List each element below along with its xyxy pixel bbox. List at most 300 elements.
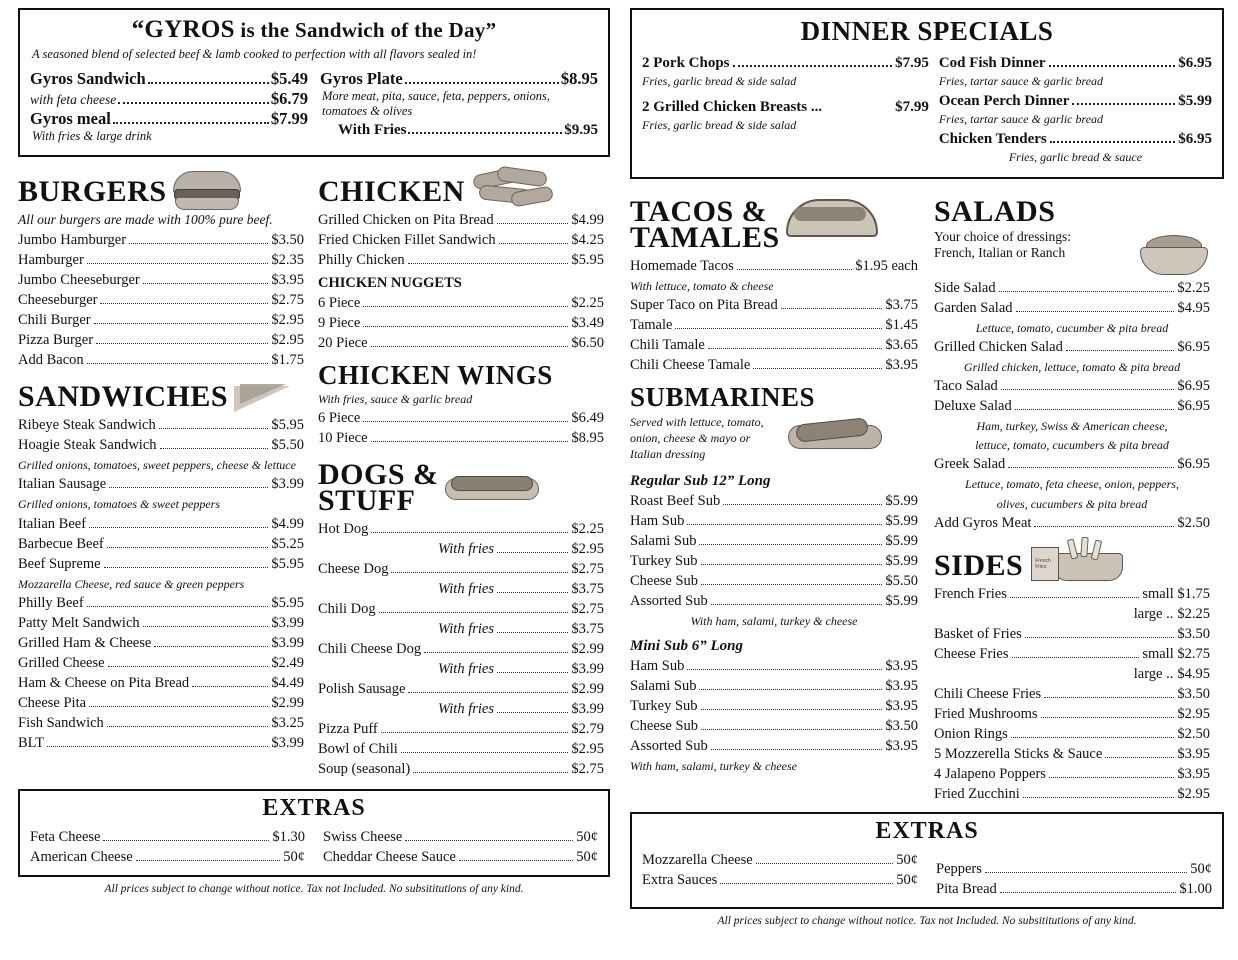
dot-leader bbox=[497, 632, 568, 633]
item-name: Philly Chicken bbox=[318, 251, 405, 268]
item-price: $4.99 bbox=[271, 515, 304, 532]
burgers-title: BURGERS bbox=[18, 174, 167, 208]
menu-item bbox=[318, 741, 604, 758]
salad-icon bbox=[1136, 229, 1210, 277]
dogs-heading-row bbox=[318, 450, 604, 518]
dot-leader bbox=[405, 82, 559, 84]
item-name: Italian Sausage bbox=[18, 476, 107, 493]
item-price: $5.99 bbox=[885, 593, 918, 610]
item-price: $2.95 bbox=[571, 540, 604, 557]
item-price: $8.95 bbox=[571, 429, 604, 446]
menu-item bbox=[18, 312, 304, 329]
gyros-meal-price: $7.99 bbox=[270, 108, 308, 128]
gyros-plate-note: More meat, pita, sauce, feta, peppers, onions, tomatoes & olives bbox=[322, 88, 550, 118]
dinner-item bbox=[939, 55, 1212, 72]
tacos-title-line1: TACOS & bbox=[630, 194, 768, 228]
item-price: $2.25 bbox=[571, 520, 604, 537]
dot-leader bbox=[363, 306, 568, 307]
dot-leader bbox=[89, 706, 268, 707]
left-disclaimer: All prices subject to change without notice. Tax not Included. No subsititutions of any kind. bbox=[104, 882, 524, 895]
item-price: $3.99 bbox=[271, 634, 304, 651]
item-name: 4 Jalapeno Poppers bbox=[934, 765, 1046, 782]
item-name: 5 Mozzerella Sticks & Sauce bbox=[934, 745, 1103, 762]
menu-item bbox=[30, 849, 305, 866]
item-name: Side Salad bbox=[934, 279, 996, 296]
dot-leader bbox=[999, 291, 1175, 292]
chicken-wings-note: With fries, sauce & garlic bread bbox=[318, 391, 473, 406]
menu-item bbox=[18, 735, 304, 752]
item-name: Mozzarella Cheese bbox=[642, 851, 753, 868]
dot-leader bbox=[1050, 141, 1175, 143]
dot-leader bbox=[497, 223, 569, 224]
item-price: $2.99 bbox=[271, 694, 304, 711]
item-name: Ribeye Steak Sandwich bbox=[18, 417, 156, 434]
dot-leader bbox=[87, 606, 269, 607]
dot-leader bbox=[154, 646, 268, 647]
dogs-title-line2: STUFF bbox=[318, 483, 416, 517]
menu-item bbox=[630, 698, 918, 715]
menu-item bbox=[318, 315, 604, 332]
dot-leader bbox=[363, 326, 568, 327]
salads-dressing-list: French, Italian or Ranch bbox=[934, 244, 1066, 260]
dot-leader bbox=[1015, 409, 1175, 410]
item-price: $7.95 bbox=[895, 55, 929, 71]
dot-leader bbox=[107, 726, 269, 727]
item-name: Basket of Fries bbox=[934, 625, 1022, 642]
menu-item bbox=[934, 300, 1210, 317]
menu-item bbox=[323, 829, 598, 846]
menu-item bbox=[318, 430, 604, 447]
dot-leader bbox=[699, 689, 882, 690]
menu-item bbox=[936, 861, 1212, 878]
item-price: $6.95 bbox=[1177, 397, 1210, 414]
regular-subs-note: With ham, salami, turkey & cheese bbox=[690, 614, 858, 629]
menu-item bbox=[934, 456, 1210, 473]
gyros-title-pre: “GYROS bbox=[131, 16, 235, 43]
menu-item-with-fries bbox=[318, 621, 604, 638]
item-name: Extra Sauces bbox=[642, 871, 718, 888]
item-price: $2.25 bbox=[1177, 279, 1210, 296]
item-price: $6.49 bbox=[571, 409, 604, 426]
left-extras-box bbox=[18, 789, 610, 877]
menu-item bbox=[630, 258, 918, 275]
regular-sub-header: Regular Sub 12” Long bbox=[630, 473, 771, 490]
dot-leader bbox=[89, 527, 268, 528]
menu-item bbox=[934, 398, 1210, 415]
sides-heading-row bbox=[934, 535, 1210, 583]
dinner-item bbox=[939, 131, 1212, 148]
menu-item bbox=[318, 561, 604, 578]
item-price: $5.99 bbox=[885, 493, 918, 510]
menu-item bbox=[318, 212, 604, 229]
menu-item-with-fries bbox=[318, 661, 604, 678]
item-description: Grilled onions, tomatoes & sweet peppers bbox=[18, 497, 220, 512]
item-name: With fries bbox=[438, 700, 494, 717]
menu-item bbox=[630, 718, 918, 735]
item-name: Garden Salad bbox=[934, 299, 1013, 316]
menu-item bbox=[630, 357, 918, 374]
french-fries-icon: French Fries bbox=[1029, 535, 1125, 583]
menu-item-size bbox=[934, 606, 1210, 623]
menu-item bbox=[318, 232, 604, 249]
item-price: $3.95 bbox=[885, 356, 918, 373]
mini-subs-note: With ham, salami, turkey & cheese bbox=[630, 758, 797, 773]
menu-item bbox=[934, 786, 1210, 803]
item-price: 50¢ bbox=[896, 871, 918, 888]
item-price: $3.50 bbox=[271, 232, 304, 249]
dot-leader bbox=[408, 692, 568, 693]
chicken-title: CHICKEN bbox=[318, 174, 465, 208]
item-name: Add Gyros Meat bbox=[934, 514, 1032, 531]
item-name: With fries bbox=[438, 580, 494, 597]
menu-item bbox=[18, 536, 304, 553]
gyros-plate-row bbox=[320, 69, 598, 89]
salads-list bbox=[934, 280, 1210, 532]
item-price: $5.95 bbox=[271, 417, 304, 434]
item-name: Hoagie Steak Sandwich bbox=[18, 437, 157, 454]
menu-item bbox=[318, 252, 604, 269]
item-description: Fries, tartar sauce & garlic bread bbox=[938, 74, 1104, 88]
item-name: Jumbo Cheeseburger bbox=[18, 272, 140, 289]
menu-item bbox=[630, 317, 918, 334]
gyros-meal-note: With fries & large drink bbox=[32, 128, 152, 143]
burgers-note: All our burgers are made with 100% pure beef. bbox=[18, 211, 273, 227]
item-price: $1.95 each bbox=[855, 257, 918, 274]
dot-leader bbox=[1049, 65, 1176, 67]
menu-item bbox=[18, 615, 304, 632]
item-price: $4.49 bbox=[271, 674, 304, 691]
dot-leader bbox=[753, 368, 882, 369]
dot-leader bbox=[371, 441, 569, 442]
gyros-feta-row bbox=[30, 89, 308, 109]
dot-leader bbox=[94, 323, 269, 324]
item-description: Fries, tartar sauce & garlic bread bbox=[938, 112, 1104, 127]
menu-item bbox=[318, 410, 604, 427]
item-name: Grilled Ham & Cheese bbox=[18, 634, 152, 651]
item-price: $6.95 bbox=[1178, 131, 1212, 148]
item-price: $6.95 bbox=[1178, 55, 1212, 71]
dot-leader bbox=[781, 308, 883, 309]
dot-leader bbox=[371, 346, 569, 347]
item-name: Salami Sub bbox=[630, 677, 697, 694]
item-name: Cheddar Cheese Sauce bbox=[323, 848, 456, 865]
item-price: $5.99 bbox=[1178, 93, 1212, 110]
menu-item bbox=[934, 515, 1210, 532]
dinner-col-right bbox=[939, 51, 1212, 169]
dot-leader bbox=[159, 428, 269, 429]
regular-subs-list bbox=[630, 493, 918, 610]
dot-leader bbox=[701, 584, 882, 585]
dot-leader bbox=[1011, 737, 1175, 738]
item-price: $2.95 bbox=[1177, 705, 1210, 722]
menu-item bbox=[318, 641, 604, 658]
item-price: $7.99 bbox=[895, 99, 929, 116]
menu-item bbox=[934, 646, 1210, 663]
dinner-item bbox=[642, 99, 929, 116]
item-name: Chili Cheese Fries bbox=[934, 685, 1042, 702]
dot-leader bbox=[687, 669, 882, 670]
item-name: Cod Fish Dinner bbox=[938, 55, 1046, 71]
menu-item bbox=[18, 417, 304, 434]
item-name: Assorted Sub bbox=[630, 593, 708, 610]
item-name: Chili Tamale bbox=[630, 336, 705, 353]
mini-sub-header: Mini Sub 6” Long bbox=[630, 637, 743, 654]
dot-leader bbox=[107, 547, 269, 548]
hotdog-icon bbox=[445, 468, 537, 508]
menu-item-with-fries bbox=[318, 541, 604, 558]
item-description: Fries, garlic bread & side salad bbox=[642, 118, 797, 133]
gyros-sandwich-label: Gyros Sandwich bbox=[30, 68, 146, 88]
chicken-nuggets-list bbox=[318, 295, 604, 352]
item-name: 9 Piece bbox=[318, 314, 361, 331]
item-price: $3.99 bbox=[571, 660, 604, 677]
tacos-heading-row bbox=[630, 187, 918, 255]
item-price: $6.95 bbox=[1177, 338, 1210, 355]
item-name: Pizza Burger bbox=[18, 332, 94, 349]
item-description: Grilled chicken, lettuce, tomato & pita bread bbox=[963, 359, 1181, 374]
menu-item bbox=[18, 476, 304, 493]
item-name: 6 Piece bbox=[318, 409, 361, 426]
item-name: Grilled Cheese bbox=[18, 654, 105, 671]
menu-item bbox=[630, 593, 918, 610]
item-description: olives, cucumbers & pita bread bbox=[996, 496, 1148, 511]
gyros-sandwich-price: $5.49 bbox=[270, 68, 308, 88]
item-description: Grilled onions, tomatoes, sweet peppers, cheese & lettuce bbox=[18, 458, 296, 473]
item-price: 50¢ bbox=[283, 848, 305, 865]
gyros-plate-fries-row bbox=[338, 122, 598, 139]
item-price: $5.99 bbox=[885, 553, 918, 570]
item-price: 50¢ bbox=[1190, 860, 1212, 877]
dot-leader bbox=[113, 122, 269, 124]
menu-item bbox=[934, 378, 1210, 395]
item-name: Chili Cheese Tamale bbox=[630, 356, 751, 373]
dot-leader bbox=[699, 544, 882, 545]
item-price: $6.50 bbox=[571, 334, 604, 351]
item-name: Pizza Puff bbox=[318, 720, 378, 737]
menu-item bbox=[18, 695, 304, 712]
dot-leader bbox=[87, 263, 269, 264]
menu-item bbox=[18, 635, 304, 652]
left-extras-title: EXTRAS bbox=[262, 794, 366, 821]
menu-item bbox=[630, 297, 918, 314]
dot-leader bbox=[985, 872, 1187, 873]
item-price: $2.79 bbox=[571, 720, 604, 737]
right-extras-title: EXTRAS bbox=[875, 817, 979, 844]
item-name: Italian Beef bbox=[18, 515, 87, 532]
chicken-wings-list bbox=[318, 410, 604, 447]
item-name: Ham Sub bbox=[630, 513, 685, 530]
item-name: BLT bbox=[18, 734, 45, 751]
item-name: Fried Mushrooms bbox=[934, 705, 1038, 722]
item-description: Fries, garlic bread & sauce bbox=[1008, 150, 1143, 165]
left-inner-column-1 bbox=[18, 167, 304, 781]
dot-leader bbox=[408, 132, 562, 134]
dot-leader bbox=[701, 564, 883, 565]
item-price: $1.75 bbox=[271, 352, 304, 369]
sandwiches-title: SANDWICHES bbox=[18, 380, 229, 414]
item-price: $5.95 bbox=[271, 555, 304, 572]
dot-leader bbox=[424, 652, 568, 653]
menu-item bbox=[934, 686, 1210, 703]
item-name: Cheese Sub bbox=[630, 573, 699, 590]
menu-item bbox=[318, 721, 604, 738]
menu-item bbox=[18, 516, 304, 533]
dot-leader bbox=[136, 860, 281, 861]
dot-leader bbox=[381, 732, 569, 733]
dot-leader bbox=[87, 363, 269, 364]
dot-leader bbox=[701, 709, 883, 710]
item-name: Fish Sandwich bbox=[18, 714, 104, 731]
right-page bbox=[620, 0, 1238, 960]
dot-leader bbox=[708, 348, 883, 349]
menu-item bbox=[18, 675, 304, 692]
item-price: $2.50 bbox=[1177, 725, 1210, 742]
item-name: Ham Sub bbox=[630, 657, 685, 674]
menu-item bbox=[18, 715, 304, 732]
dot-leader bbox=[733, 65, 893, 67]
item-name: Hamburger bbox=[18, 252, 84, 269]
taco-icon bbox=[786, 193, 874, 237]
dot-leader bbox=[143, 626, 269, 627]
menu-item bbox=[30, 829, 305, 846]
item-name: Chili Burger bbox=[18, 312, 91, 329]
dot-leader bbox=[1044, 697, 1174, 698]
menu-item bbox=[18, 232, 304, 249]
dot-leader bbox=[1000, 892, 1177, 893]
item-name: Philly Beef bbox=[18, 594, 84, 611]
item-price: $2.95 bbox=[271, 312, 304, 329]
chicken-wings-title: CHICKEN WINGS bbox=[318, 359, 553, 390]
item-price: $4.99 bbox=[571, 211, 604, 228]
item-name: Cheeseburger bbox=[18, 292, 98, 309]
item-price: $3.75 bbox=[571, 580, 604, 597]
gyros-meal-row bbox=[30, 109, 308, 129]
dinner-item bbox=[939, 93, 1212, 110]
item-name: Turkey Sub bbox=[630, 697, 698, 714]
dot-leader bbox=[497, 672, 568, 673]
dot-leader bbox=[405, 840, 573, 841]
menu-item bbox=[318, 335, 604, 352]
menu-item-with-fries bbox=[318, 581, 604, 598]
right-extras-col-1 bbox=[642, 849, 918, 901]
item-price: $2.99 bbox=[571, 680, 604, 697]
dot-leader bbox=[129, 243, 268, 244]
item-name: Grilled Chicken Salad bbox=[934, 338, 1063, 355]
dinner-col-left bbox=[642, 51, 929, 169]
right-inner-column-1 bbox=[630, 187, 918, 806]
menu-item bbox=[934, 746, 1210, 763]
menu-item bbox=[18, 252, 304, 269]
menu-item bbox=[318, 601, 604, 618]
item-price: $2.95 bbox=[271, 332, 304, 349]
left-extras-col-1 bbox=[30, 826, 305, 869]
item-price: $3.95 bbox=[885, 677, 918, 694]
item-name: Taco Salad bbox=[934, 377, 998, 394]
dinner-specials-box bbox=[630, 8, 1224, 179]
menu-item bbox=[642, 852, 918, 869]
dot-leader bbox=[47, 746, 268, 747]
dot-leader bbox=[100, 303, 268, 304]
menu-item bbox=[318, 761, 604, 778]
item-price: $3.95 bbox=[1177, 745, 1210, 762]
item-price: $2.49 bbox=[271, 654, 304, 671]
item-price: $3.99 bbox=[271, 614, 304, 631]
salads-title: SALADS bbox=[934, 194, 1056, 228]
item-price: $2.50 bbox=[1177, 514, 1210, 531]
gyros-title bbox=[30, 16, 598, 44]
item-price: $5.95 bbox=[271, 594, 304, 611]
dot-leader bbox=[711, 604, 883, 605]
menu-item bbox=[934, 586, 1210, 603]
item-price: $1.30 bbox=[272, 828, 305, 845]
item-price: 50¢ bbox=[576, 848, 598, 865]
dot-leader bbox=[1012, 657, 1140, 658]
item-price: $3.75 bbox=[885, 296, 918, 313]
item-price: $2.75 bbox=[571, 760, 604, 777]
dot-leader bbox=[1025, 637, 1175, 638]
item-name: Grilled Chicken on Pita Bread bbox=[318, 211, 494, 228]
sandwiches-list bbox=[18, 417, 304, 752]
item-price: $3.65 bbox=[885, 336, 918, 353]
item-name: Chicken Tenders bbox=[938, 131, 1047, 148]
item-price: $3.95 bbox=[885, 737, 918, 754]
menu-item bbox=[934, 339, 1210, 356]
item-price: $2.25 bbox=[571, 294, 604, 311]
chicken-nuggets-header: CHICKEN NUGGETS bbox=[318, 274, 462, 291]
item-price: small $2.75 bbox=[1142, 645, 1210, 662]
dot-leader bbox=[108, 666, 269, 667]
tacos-list bbox=[630, 258, 918, 374]
item-price: $3.99 bbox=[571, 700, 604, 717]
gyros-plate-label: Gyros Plate bbox=[320, 68, 403, 88]
item-price: $5.50 bbox=[271, 437, 304, 454]
item-price: $5.95 bbox=[571, 251, 604, 268]
item-price: $5.25 bbox=[271, 535, 304, 552]
item-price: $3.50 bbox=[1177, 625, 1210, 642]
item-name: Patty Melt Sandwich bbox=[18, 614, 140, 631]
menu-item bbox=[630, 658, 918, 675]
item-price: $6.95 bbox=[1177, 377, 1210, 394]
gyros-sandwich-row bbox=[30, 69, 308, 89]
salads-dressing-note: Your choice of dressings: bbox=[934, 228, 1071, 244]
menu-item bbox=[630, 337, 918, 354]
item-name: Assorted Sub bbox=[630, 737, 708, 754]
menu-item bbox=[642, 872, 918, 889]
dot-leader bbox=[371, 532, 568, 533]
dot-leader bbox=[1034, 526, 1174, 527]
menu-item bbox=[630, 533, 918, 550]
item-price: $2.99 bbox=[571, 640, 604, 657]
dot-leader bbox=[499, 243, 569, 244]
gyros-meal-label: Gyros meal bbox=[30, 108, 111, 128]
chicken-heading-row bbox=[318, 167, 604, 209]
item-name: Barbecue Beef bbox=[18, 535, 104, 552]
mini-subs-list bbox=[630, 658, 918, 755]
submarine-icon bbox=[786, 413, 882, 459]
dot-leader bbox=[1001, 389, 1175, 390]
dot-leader bbox=[109, 487, 268, 488]
dot-leader bbox=[497, 712, 568, 713]
item-price: $2.95 bbox=[571, 740, 604, 757]
dot-leader bbox=[408, 263, 569, 264]
dot-leader bbox=[1023, 797, 1175, 798]
item-price: $3.99 bbox=[271, 476, 304, 493]
dot-leader bbox=[148, 82, 269, 84]
item-name: Chili Dog bbox=[318, 600, 376, 617]
item-price: $2.35 bbox=[271, 252, 304, 269]
dot-leader bbox=[192, 686, 268, 687]
item-description: Fries, garlic bread & side salad bbox=[642, 74, 797, 88]
